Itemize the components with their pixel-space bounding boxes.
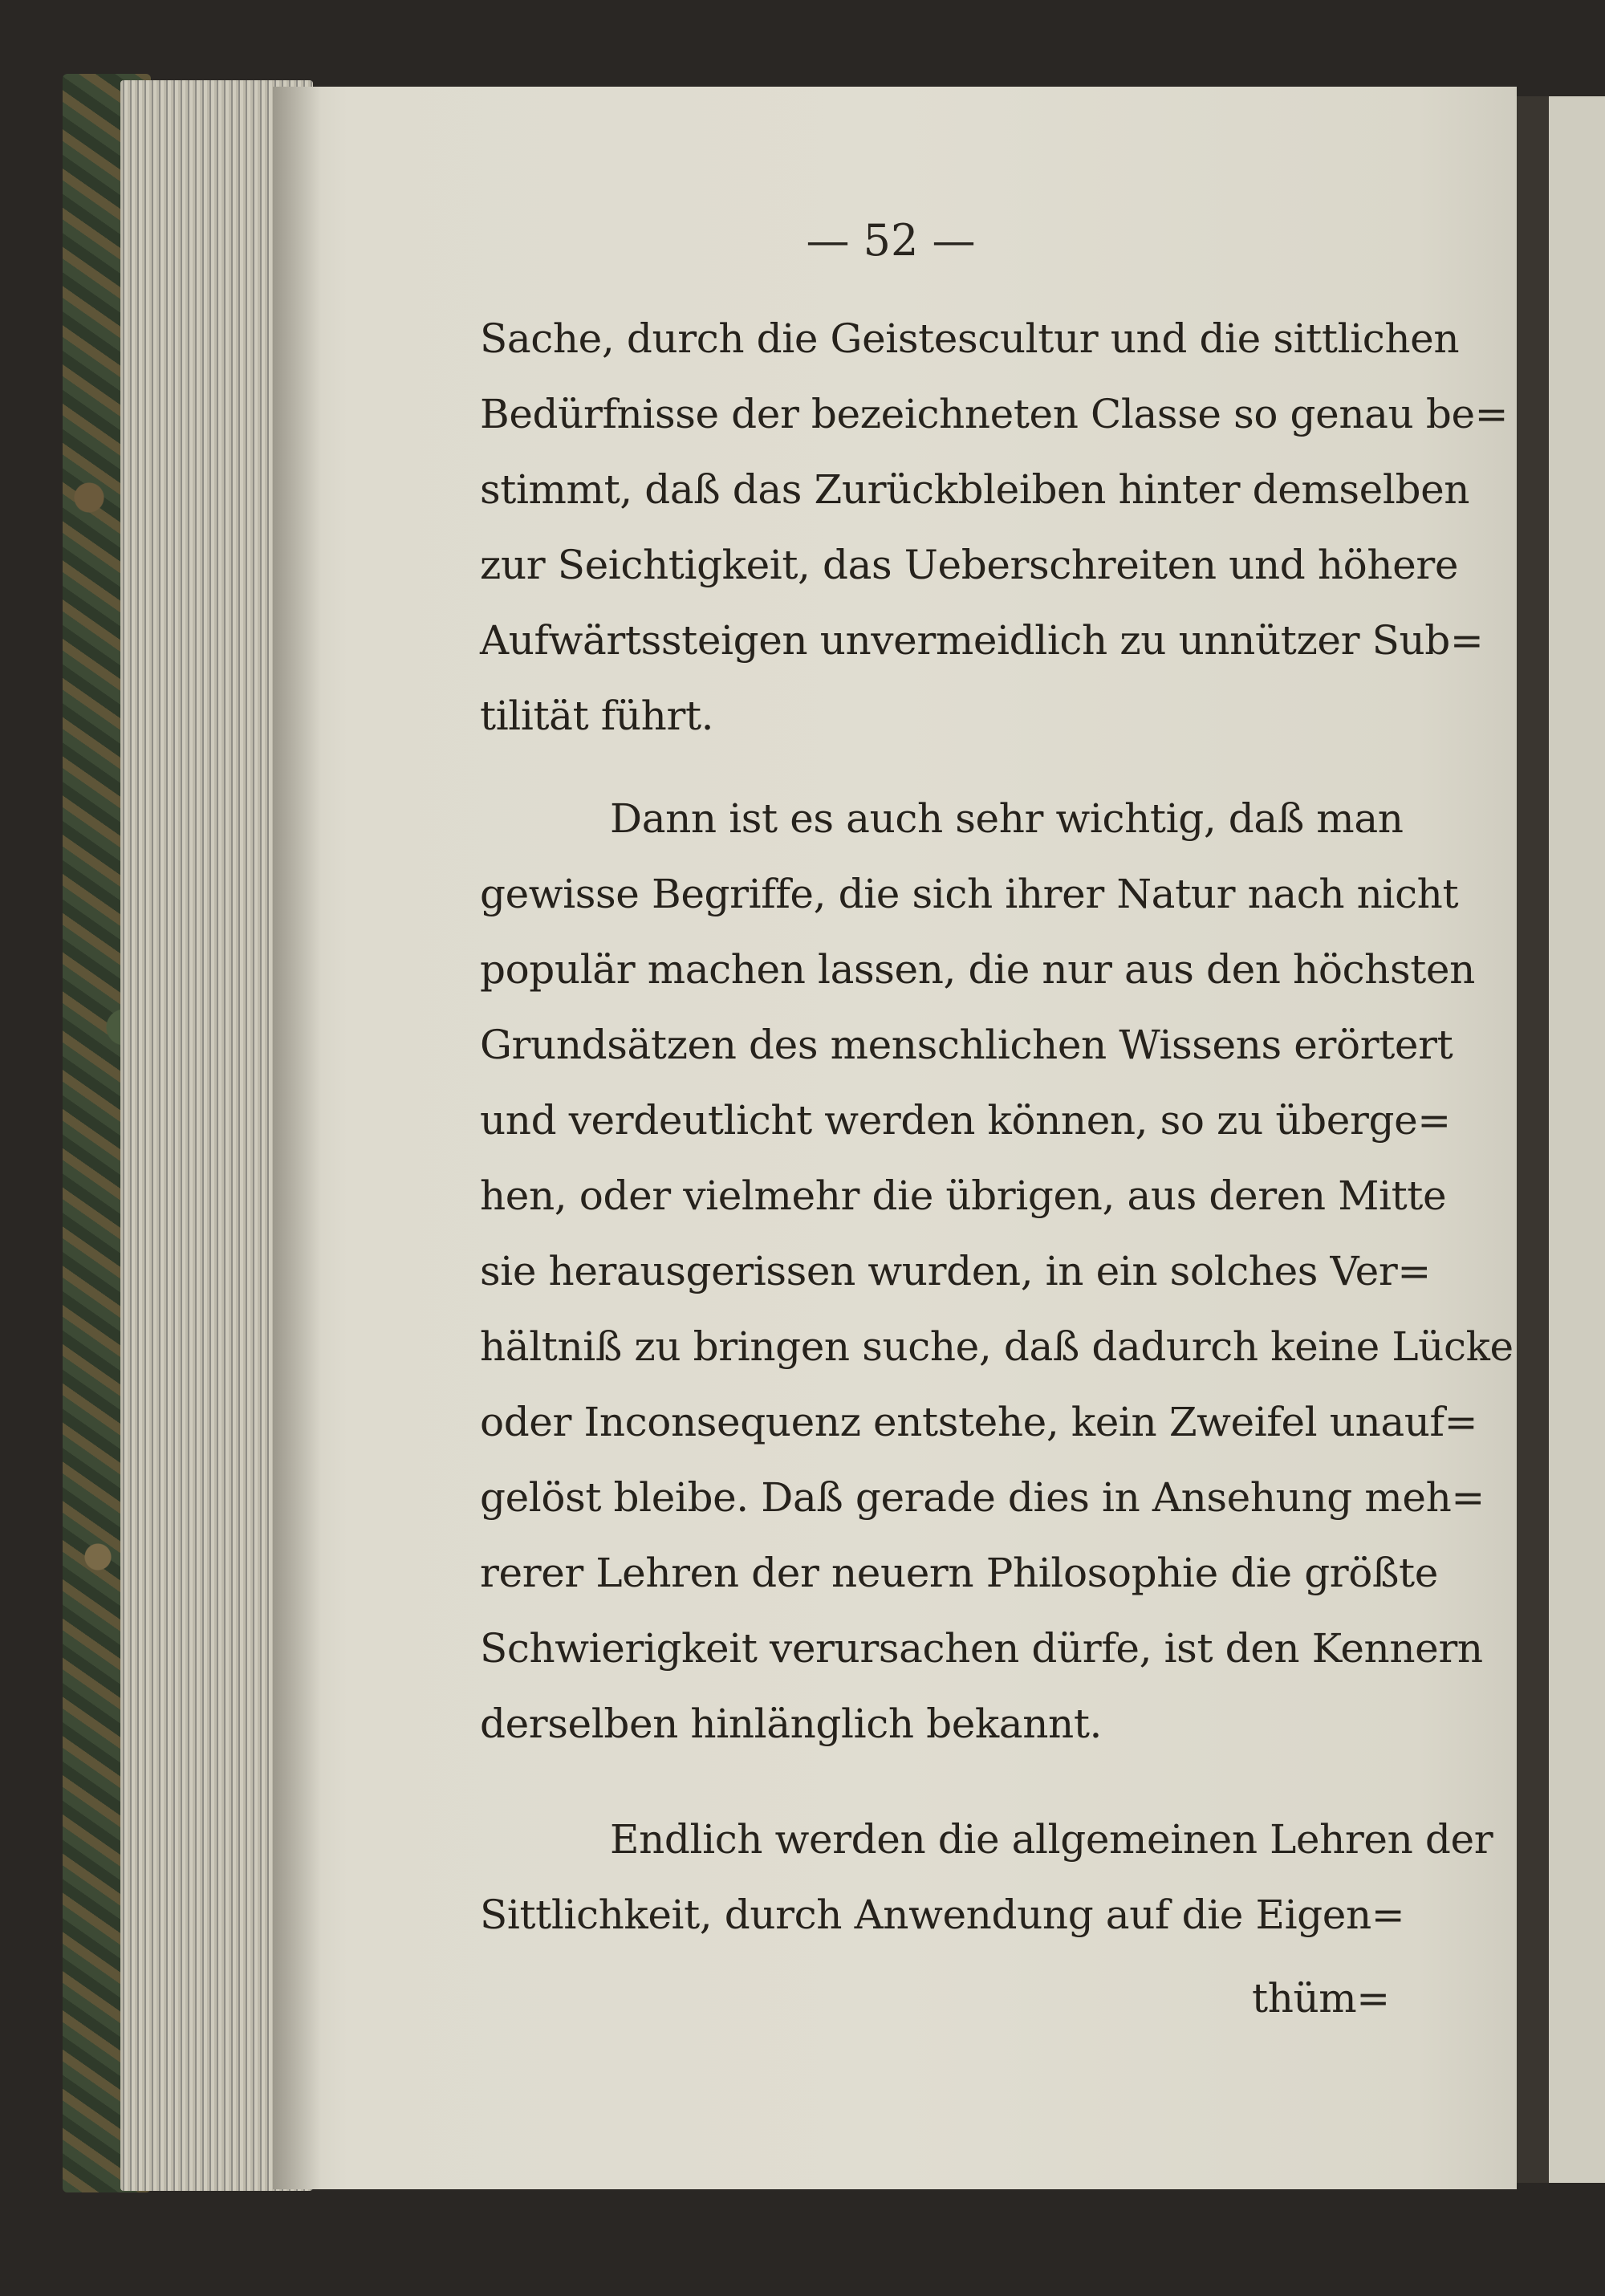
text-line: gewisse Begriffe, die sich ihrer Natur nach nicht [480, 871, 1459, 917]
text-line: Grundsätzen des menschlichen Wissens erörtert [480, 1022, 1453, 1068]
text-line: populär machen lassen, die nur aus den höchsten [480, 946, 1475, 993]
text-line: stimmt, daß das Zurückbleiben hinter demselben [480, 466, 1470, 513]
page-number: — 52 — [806, 215, 976, 266]
text-line: Schwierigkeit verursachen dürfe, ist den Kennern [480, 1625, 1483, 1672]
catchword: thüm= [1252, 1975, 1390, 2022]
text-line: und verdeutlicht werden können, so zu überge= [480, 1097, 1451, 1144]
text-line: Sache, durch die Geistescultur und die sittlichen [480, 315, 1460, 362]
text-line: hältniß zu bringen suche, daß dadurch keine Lücke [480, 1323, 1514, 1370]
text-line: Dann ist es auch sehr wichtig, daß man [610, 795, 1404, 842]
text-line: derselben hinlänglich bekannt. [480, 1701, 1103, 1747]
text-line: zur Seichtigkeit, das Ueberschreiten und höhere [480, 542, 1459, 588]
text-line: tilität führt. [480, 693, 714, 739]
text-line: Sittlichkeit, durch Anwendung auf die Eigen= [480, 1892, 1405, 1938]
text-line: hen, oder vielmehr die übrigen, aus deren Mitte [480, 1172, 1447, 1219]
text-line: sie herausgerissen wurden, in ein solches Ver= [480, 1248, 1431, 1294]
gutter-shadow [273, 87, 321, 2189]
text-line: Aufwärtssteigen unvermeidlich zu unnützer Sub= [480, 617, 1484, 664]
text-line: Endlich werden die allgemeinen Lehren der [610, 1816, 1493, 1863]
text-line: oder Inconsequenz entstehe, kein Zweifel unauf= [480, 1399, 1478, 1445]
text-line: Bedürfnisse der bezeichneten Classe so genau be= [480, 391, 1509, 437]
text-line: gelöst bleibe. Daß gerade dies in Ansehung meh= [480, 1474, 1485, 1521]
right-page-edge [1517, 96, 1605, 2183]
text-line: rerer Lehren der neuern Philosophie die größte [480, 1550, 1438, 1596]
